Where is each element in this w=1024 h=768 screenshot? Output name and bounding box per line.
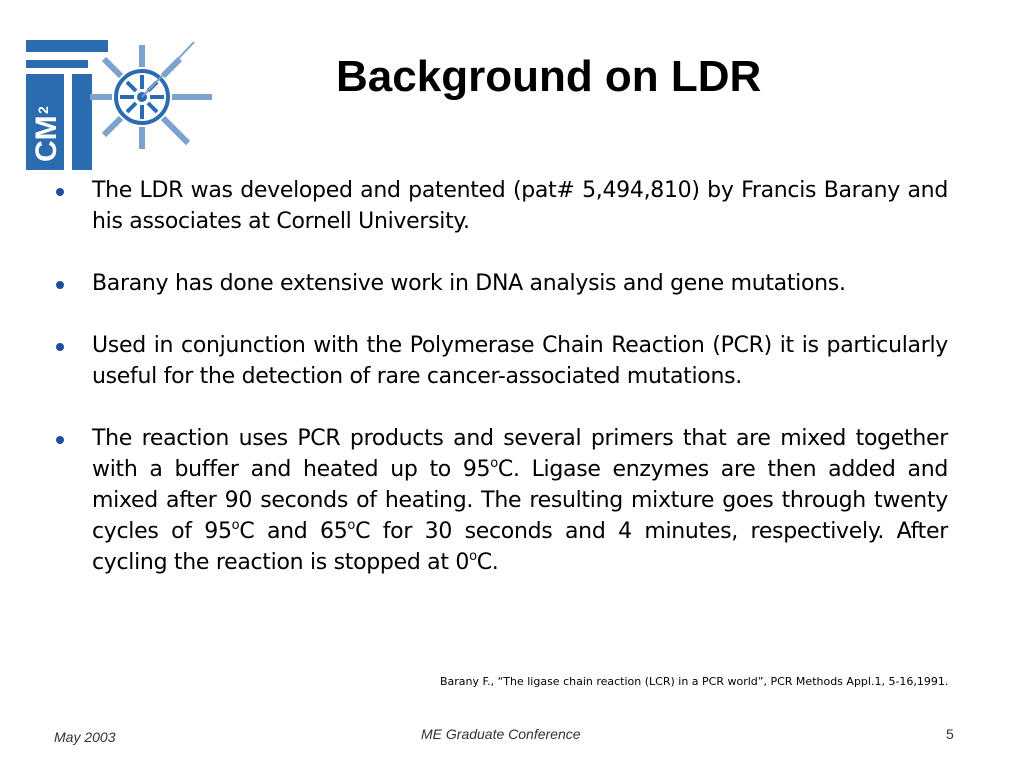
bullet-dot-icon: [56, 188, 64, 196]
degree-superscript: o: [469, 549, 477, 564]
bullet-item: [50, 330, 948, 392]
bullet-text: Barany has done extensive work in DNA analysis and gene mutations.: [92, 271, 846, 296]
page-number: 5: [946, 726, 954, 742]
bullet-item: [50, 268, 948, 299]
bullet-list: [50, 175, 948, 609]
footer-date: May 2003: [54, 729, 116, 745]
bullet-dot-icon: [56, 436, 64, 444]
bullet-text: The LDR was developed and patented (pat# 5,494,810) by Francis Barany and his associates at Cornell University.: [92, 178, 948, 234]
svg-text:2: 2: [35, 106, 51, 114]
slide-title: Background on LDR: [336, 52, 762, 101]
footer-event: ME Graduate Conference: [421, 726, 581, 742]
reference-citation: Barany F., “The ligase chain reaction (LCR) in a PCR world”, PCR Methods Appl.1, 5-16,1991.: [440, 675, 949, 688]
cm2-logo: [22, 22, 222, 172]
degree-superscript: o: [347, 518, 356, 533]
bullet-text: Used in conjunction with the Polymerase Chain Reaction (PCR) it is particularly useful for the detection of rare cancer-associated mutations.: [92, 333, 948, 389]
degree-superscript: o: [231, 518, 240, 533]
logo-text: CM: [30, 115, 63, 162]
bullet-dot-icon: [56, 281, 64, 289]
bullet-text: The reaction uses PCR products and several primers that are mixed together with a buffer and heated up to 95$^o$C. Ligase enzymes are then added and mixed after 90 seconds of heating. The resulting mixture goes through twenty cycles of 95$^o$C and 65$^o$C for 30 seconds and 4 minutes, respectively. After cycling the reaction is stopped at 0$^o$C.: [92, 426, 948, 575]
degree-superscript: o: [490, 456, 498, 471]
bullet-item: [50, 423, 948, 578]
bullet-item: [50, 175, 948, 237]
bullet-dot-icon: [56, 343, 64, 351]
